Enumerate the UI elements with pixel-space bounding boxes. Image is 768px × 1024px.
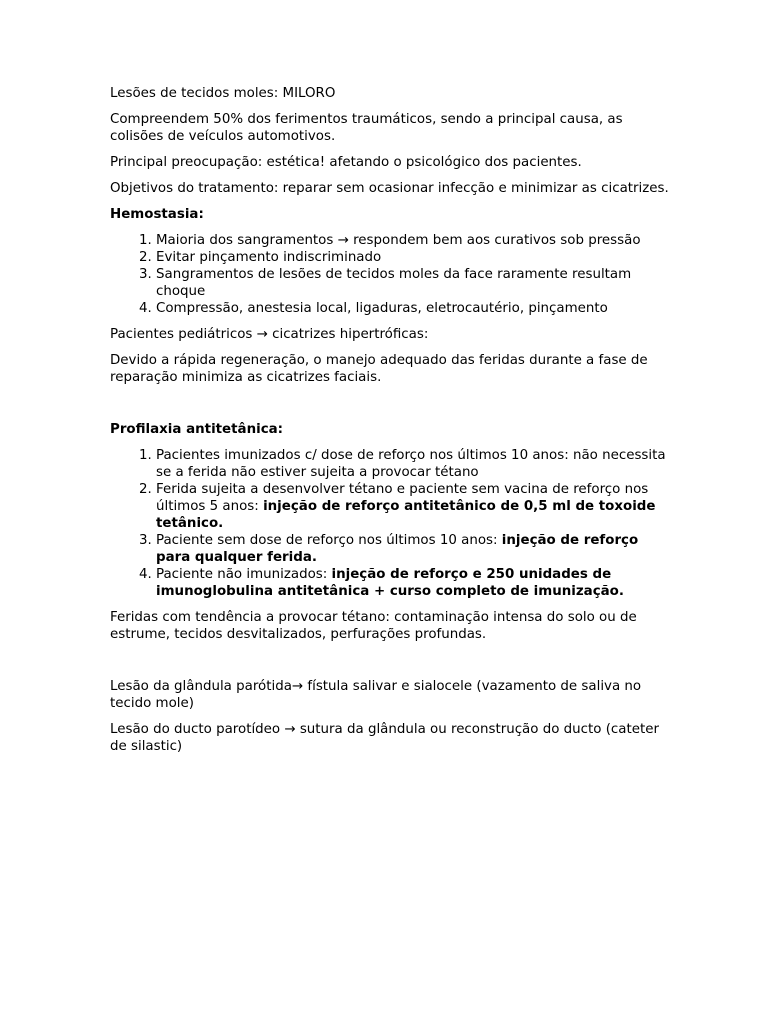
item-text: Pacientes imunizados c/ dose de reforço nos últimos 10 anos: não necessita se a ferida não estiver sujeita a provocar tétano	[156, 448, 666, 480]
list-item	[156, 532, 670, 566]
paragraph-concern: Principal preocupação: estética! afetando o psicológico dos pacientes.	[110, 155, 582, 170]
profilaxia-list	[110, 447, 670, 600]
list-item: 4. Compressão, anestesia local, ligaduras, eletrocautério, pinçamento	[156, 300, 670, 317]
list-item	[156, 566, 670, 600]
list-item: 2. Evitar pinçamento indiscriminado	[156, 249, 670, 266]
list-item	[156, 447, 670, 481]
list-item: 1. Maioria dos sangramentos → respondem bem aos curativos sob pressão	[156, 232, 670, 249]
paragraph-regeneration: Devido a rápida regeneração, o manejo adequado das feridas durante a fase de reparação minimiza as cicatrizes faciais.	[110, 353, 648, 385]
list-item	[156, 481, 670, 532]
document-title: Lesões de tecidos moles: MILORO	[110, 86, 336, 101]
paragraph-parotid-gland: Lesão da glândula parótida→ fístula salivar e sialocele (vazamento de saliva no tecido mole)	[110, 679, 642, 711]
item-text: Ferida sujeita a desenvolver tétano e paciente sem vacina de reforço nos últimos 5 anos:	[156, 482, 649, 514]
item-text: Paciente sem dose de reforço nos últimos 10 anos:	[156, 533, 502, 548]
blank-line	[110, 652, 670, 678]
list-item: 3. Sangramentos de lesões de tecidos moles da face raramente resultam choque	[156, 266, 670, 300]
paragraph-parotid-duct: Lesão do ducto parotídeo → sutura da glândula ou reconstrução do ducto (cateter de silastic)	[110, 722, 659, 754]
hemostasia-list	[110, 232, 670, 317]
paragraph-objectives: Objetivos do tratamento: reparar sem ocasionar infecção e minimizar as cicatrizes.	[110, 181, 669, 196]
heading-hemostasia: Hemostasia:	[110, 207, 204, 222]
item-emphasis: injeção de reforço antitetânico de 0,5 ml de toxoide tetânico.	[156, 499, 656, 531]
paragraph-epidemiology: Compreendem 50% dos ferimentos traumáticos, sendo a principal causa, as colisões de veículos automotivos.	[110, 112, 623, 144]
document-page	[110, 85, 670, 764]
item-emphasis: injeção de reforço e 250 unidades de imunoglobulina antitetânica + curso completo de imunização.	[156, 567, 624, 599]
item-emphasis: injeção de reforço para qualquer ferida.	[156, 533, 639, 565]
heading-profilaxia: Profilaxia antitetânica:	[110, 422, 284, 437]
paragraph-pediatric: Pacientes pediátricos → cicatrizes hipertróficas:	[110, 327, 429, 342]
blank-line	[110, 395, 670, 421]
paragraph-tetanus-prone: Feridas com tendência a provocar tétano: contaminação intensa do solo ou de estrume, tecidos desvitalizados, perfurações profundas.	[110, 610, 637, 642]
item-text: Paciente não imunizados:	[156, 567, 332, 582]
